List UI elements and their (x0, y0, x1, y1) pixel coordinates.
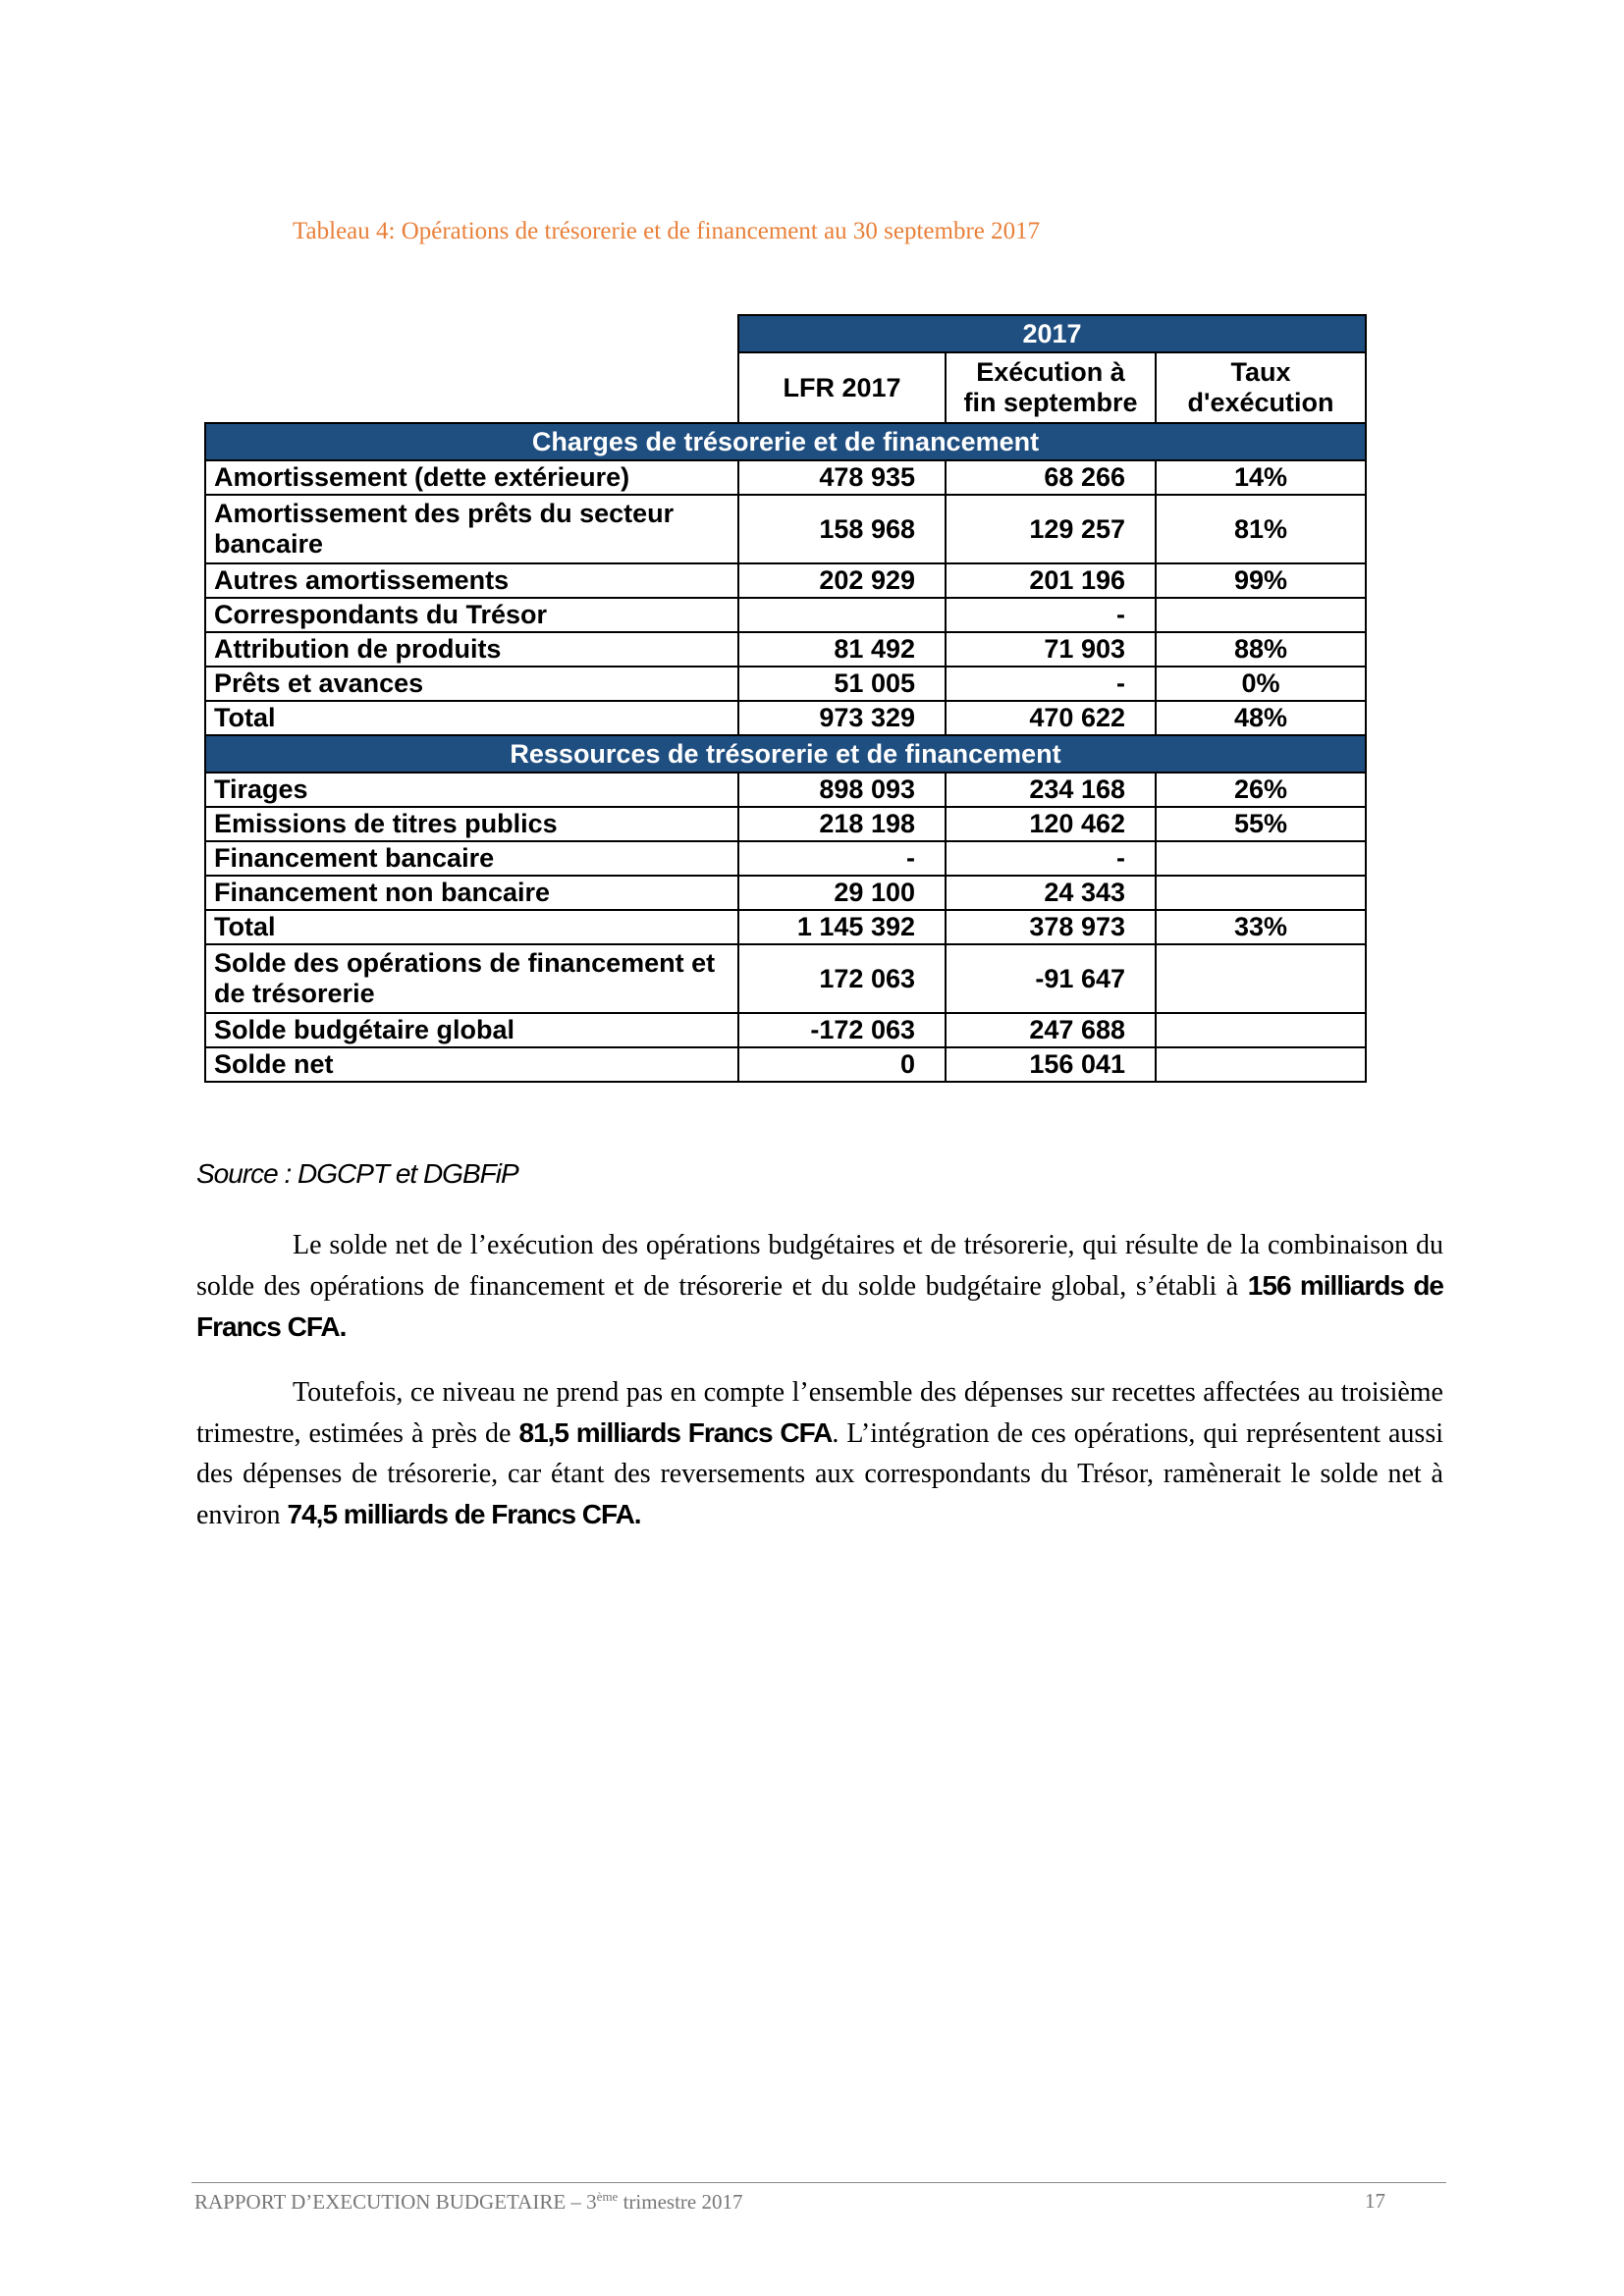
row-taux-value: 48% (1156, 701, 1366, 735)
paragraph-1 (196, 1225, 1443, 1348)
row-label: Solde budgétaire global (205, 1013, 738, 1047)
footer-title-pre: RAPPORT D’EXECUTION BUDGETAIRE – 3 (194, 2190, 597, 2214)
row-execution-value: 120 462 (946, 807, 1156, 841)
table-row (205, 460, 1366, 495)
row-taux-value (1156, 876, 1366, 910)
header-taux-line1: Taux (1230, 357, 1291, 387)
table-row (205, 701, 1366, 735)
section-charges-header (205, 423, 1366, 460)
paragraph-2-bold1: 81,5 milliards Francs CFA (518, 1417, 833, 1448)
table-row (205, 841, 1366, 876)
row-lfr-value: 973 329 (738, 701, 946, 735)
row-label: Amortissement des prêts du secteur bancaire (205, 495, 738, 563)
table-row (205, 807, 1366, 841)
row-taux-value: 99% (1156, 563, 1366, 598)
row-lfr-value: 202 929 (738, 563, 946, 598)
header-taux (1156, 352, 1366, 423)
table-caption: Tableau 4: Opérations de trésorerie et de financement au 30 septembre 2017 (293, 218, 1041, 244)
row-label: Financement non bancaire (205, 876, 738, 910)
row-label: Solde des opérations de financement et de trésorerie (205, 944, 738, 1013)
table-row (205, 598, 1366, 632)
row-execution-value: 470 622 (946, 701, 1156, 735)
paragraph-2-text1: Toutefois, ce niveau ne prend pas en compte l’ensemble des dépenses sur recettes affectées au troisième trimestre, estimées à près de (196, 1377, 1443, 1449)
row-taux-value: 14% (1156, 460, 1366, 495)
row-lfr-value: 29 100 (738, 876, 946, 910)
table-row (205, 876, 1366, 910)
source-note: Source : DGCPT et DGBFiP (196, 1158, 518, 1189)
table-row (205, 563, 1366, 598)
footer-title-sup: ème (596, 2189, 619, 2204)
row-label: Emissions de titres publics (205, 807, 738, 841)
section-ressources-header (205, 735, 1366, 773)
paragraph-2-text2: . L’intégration de ces opérations, qui représentent aussi des dépenses de trésorerie, car étant des reversements aux correspondants du Trésor, ramènerait le solde net à environ (196, 1418, 1444, 1530)
table-row (205, 667, 1366, 701)
row-execution-value: 201 196 (946, 563, 1156, 598)
row-taux-value (1156, 944, 1366, 1013)
row-taux-value: 26% (1156, 773, 1366, 807)
row-label: Tirages (205, 773, 738, 807)
row-label: Attribution de produits (205, 632, 738, 667)
table-row (205, 910, 1366, 944)
header-execution-line2: fin septembre (963, 388, 1138, 417)
section-title: Ressources de trésorerie et de financement (205, 735, 1366, 773)
header-lfr: LFR 2017 (738, 352, 946, 423)
header-blank (205, 352, 738, 423)
financing-table (204, 314, 1367, 1083)
row-lfr-value: 218 198 (738, 807, 946, 841)
row-taux-value: 81% (1156, 495, 1366, 563)
row-lfr-value: 898 093 (738, 773, 946, 807)
row-taux-value: 33% (1156, 910, 1366, 944)
row-taux-value: 55% (1156, 807, 1366, 841)
row-execution-value: - (946, 841, 1156, 876)
header-year-row (205, 315, 1366, 352)
row-execution-value: 68 266 (946, 460, 1156, 495)
row-lfr-value (738, 598, 946, 632)
row-taux-value: 88% (1156, 632, 1366, 667)
row-lfr-value: 1 145 392 (738, 910, 946, 944)
row-execution-value: 71 903 (946, 632, 1156, 667)
row-label: Prêts et avances (205, 667, 738, 701)
row-label: Financement bancaire (205, 841, 738, 876)
row-label: Total (205, 910, 738, 944)
table-row (205, 632, 1366, 667)
header-taux-line2: d'exécution (1187, 388, 1334, 417)
table-row (205, 773, 1366, 807)
row-lfr-value: -172 063 (738, 1013, 946, 1047)
row-label: Correspondants du Trésor (205, 598, 738, 632)
row-execution-value: - (946, 667, 1156, 701)
footer-title-post: trimestre 2017 (618, 2190, 743, 2214)
row-execution-value: -91 647 (946, 944, 1156, 1013)
row-execution-value: 234 168 (946, 773, 1156, 807)
table-row (205, 1013, 1366, 1047)
row-taux-value (1156, 1047, 1366, 1082)
row-label: Autres amortissements (205, 563, 738, 598)
header-columns-row (205, 352, 1366, 423)
table-row (205, 944, 1366, 1013)
row-lfr-value: 172 063 (738, 944, 946, 1013)
header-execution-line1: Exécution à (976, 357, 1125, 387)
row-taux-value (1156, 598, 1366, 632)
header-blank (205, 315, 738, 352)
table-row (205, 495, 1366, 563)
paragraph-1-bold: 156 milliards de Francs CFA. (196, 1270, 1444, 1342)
row-taux-value: 0% (1156, 667, 1366, 701)
row-lfr-value: - (738, 841, 946, 876)
paragraph-2 (196, 1372, 1443, 1535)
page-number: 17 (1365, 2189, 1385, 2213)
paragraph-2-bold2: 74,5 milliards de Francs CFA. (287, 1499, 641, 1529)
row-execution-value: 156 041 (946, 1047, 1156, 1082)
footer-divider (191, 2182, 1446, 2183)
row-label: Total (205, 701, 738, 735)
header-execution (946, 352, 1156, 423)
table-row (205, 1047, 1366, 1082)
row-lfr-value: 51 005 (738, 667, 946, 701)
row-taux-value (1156, 1013, 1366, 1047)
row-taux-value (1156, 841, 1366, 876)
footer-title (194, 2189, 742, 2215)
row-label: Solde net (205, 1047, 738, 1082)
row-execution-value: 378 973 (946, 910, 1156, 944)
row-lfr-value: 81 492 (738, 632, 946, 667)
paragraph-1-text: Le solde net de l’exécution des opérations budgétaires et de trésorerie, qui résulte de la combinaison du solde des opérations de financement et de trésorerie et du solde budgétaire global, s’établi à (196, 1230, 1443, 1302)
row-execution-value: - (946, 598, 1156, 632)
header-year: 2017 (738, 315, 1366, 352)
row-execution-value: 129 257 (946, 495, 1156, 563)
row-lfr-value: 0 (738, 1047, 946, 1082)
row-lfr-value: 158 968 (738, 495, 946, 563)
row-label: Amortissement (dette extérieure) (205, 460, 738, 495)
row-execution-value: 24 343 (946, 876, 1156, 910)
row-execution-value: 247 688 (946, 1013, 1156, 1047)
row-lfr-value: 478 935 (738, 460, 946, 495)
section-title: Charges de trésorerie et de financement (205, 423, 1366, 460)
